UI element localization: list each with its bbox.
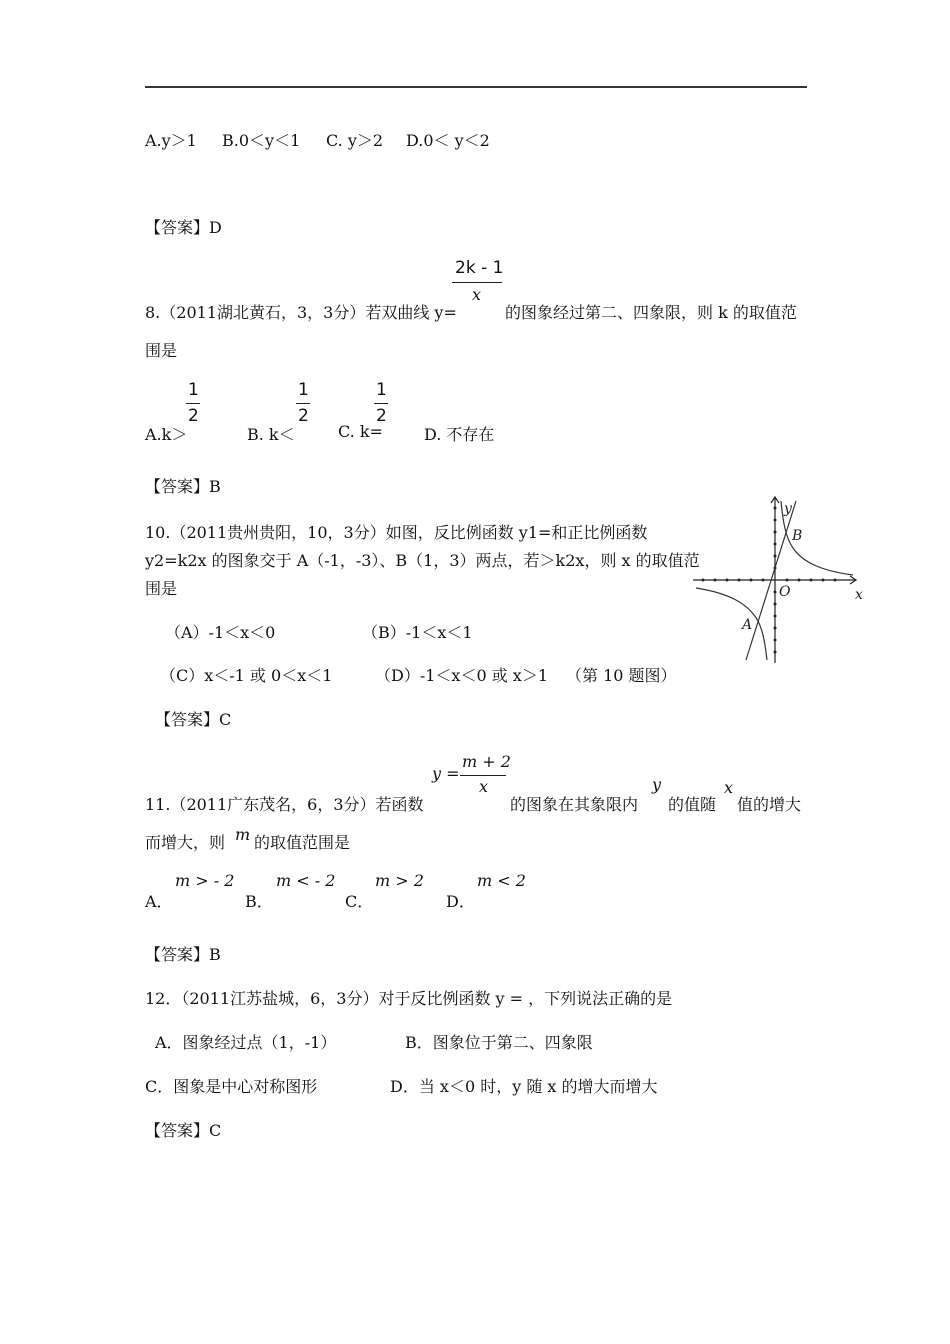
q10-figure-caption: （第 10 题图） [566, 666, 677, 685]
q8-question-line2: 围是 [145, 341, 178, 360]
q12-option-b: B．图象位于第二、四象限 [405, 1033, 593, 1052]
q11-answer: 【答案】B [145, 945, 221, 964]
q11-question-line2b: 的取值范围是 [254, 833, 351, 852]
q7-option-b: B.0＜y＜1 [222, 131, 301, 150]
q8-option-b: B. k＜ [247, 425, 295, 444]
q8-option-d: D. 不存在 [424, 425, 495, 444]
q11-fraction-bar [460, 775, 506, 776]
q10-answer: 【答案】C [155, 710, 232, 729]
q12-option-c: C．图象是中心对称图形 [145, 1077, 318, 1096]
q11-question-mid2: 的值随 [668, 795, 717, 814]
q11-option-c-label: C． [345, 892, 374, 911]
q8-opt-c-half-num: 1 [376, 380, 387, 400]
q11-option-b-expr: m < - 2 [276, 871, 336, 890]
q10-question-line1: 10.（2011贵州贵阳，10，3分）如图，反比例函数 y1=和正比例函数 [145, 523, 648, 542]
q10-option-b: （B）-1＜x＜1 [362, 623, 473, 642]
point-b-label: B [792, 528, 803, 544]
point-a-label: A [742, 617, 753, 633]
q11-formula-lhs: y = [432, 764, 460, 783]
q8-opt-b-half-bar [296, 403, 310, 404]
q11-option-d-label: D． [446, 892, 475, 911]
q8-opt-a-half-den: 2 [188, 406, 199, 426]
origin-label: O [779, 584, 791, 600]
q10-option-c: （C）x＜-1 或 0＜x＜1 [160, 666, 333, 685]
q11-var-x: x [724, 778, 734, 797]
q8-question-line1-suffix: 的图象经过第二、四象限，则 k 的取值范 [505, 303, 797, 322]
q10-option-d: （D）-1＜x＜0 或 x＞1 [375, 666, 548, 685]
q11-var-y: y [652, 775, 662, 794]
hyperbola-branch-left [696, 588, 767, 660]
q12-question-line1: 12．（2011江苏盐城，6，3分）对于反比例函数 y = ，下列说法正确的是 [145, 989, 673, 1008]
q8-option-a: A.k＞ [145, 425, 188, 444]
q8-opt-b-half-num: 1 [298, 380, 309, 400]
q8-answer: 【答案】B [145, 477, 221, 496]
q8-fraction-denominator: x [472, 285, 482, 304]
q11-option-c-expr: m > 2 [375, 871, 424, 890]
q10-question-line3: 围是 [145, 579, 178, 598]
q8-opt-c-half-bar [374, 403, 388, 404]
q7-option-d: D.0＜ y＜2 [406, 131, 490, 150]
q8-fraction-numerator: 2k - 1 [455, 258, 504, 278]
q8-opt-a-half-bar [186, 403, 200, 404]
q11-formula-numerator: m + 2 [462, 752, 511, 771]
q11-formula-denominator: x [479, 777, 489, 796]
q11-question-mid: 的图象在其象限内 [510, 795, 639, 814]
q10-question-line2: y2=k2x 的图象交于 A（-1，-3）、B（1，3）两点，若＞k2x，则 x 的取值范 [145, 551, 700, 570]
q11-question-prefix: 11.（2011广东茂名，6，3分）若函数 [145, 795, 424, 814]
q11-option-d-expr: m < 2 [477, 871, 526, 890]
q8-opt-b-half-den: 2 [298, 406, 309, 426]
q12-option-d: D．当 x＜0 时，y 随 x 的增大而增大 [390, 1077, 658, 1096]
header-rule [145, 86, 807, 88]
q10-option-a: （A）-1＜x＜0 [165, 623, 276, 642]
q11-question-line2a: 而增大，则 [145, 833, 226, 852]
q7-option-c: C. y＞2 [326, 131, 384, 150]
q8-opt-a-half-num: 1 [188, 380, 199, 400]
q10-graph-figure [688, 493, 863, 668]
q8-opt-c-half-den: 2 [376, 406, 387, 426]
q12-option-a: A．图象经过点（1，-1） [155, 1033, 337, 1052]
q11-option-a-expr: m > - 2 [175, 871, 235, 890]
q12-answer: 【答案】C [145, 1121, 222, 1140]
q11-option-a-label: A． [145, 892, 173, 911]
x-axis-label: x [855, 587, 863, 603]
q8-question-line1: 8.（2011湖北黄石，3，3分）若双曲线 y= [145, 303, 457, 322]
q8-fraction-bar [452, 282, 502, 283]
q11-question-suffix: 值的增大 [737, 795, 802, 814]
q11-option-b-label: B． [245, 892, 273, 911]
q7-answer: 【答案】D [145, 218, 222, 237]
y-axis-label: y [784, 501, 792, 517]
q11-var-m: m [235, 825, 251, 844]
q8-option-c: C. k= [338, 422, 383, 441]
q7-option-a: A.y＞1 [145, 131, 197, 150]
graph-axes [693, 497, 856, 663]
